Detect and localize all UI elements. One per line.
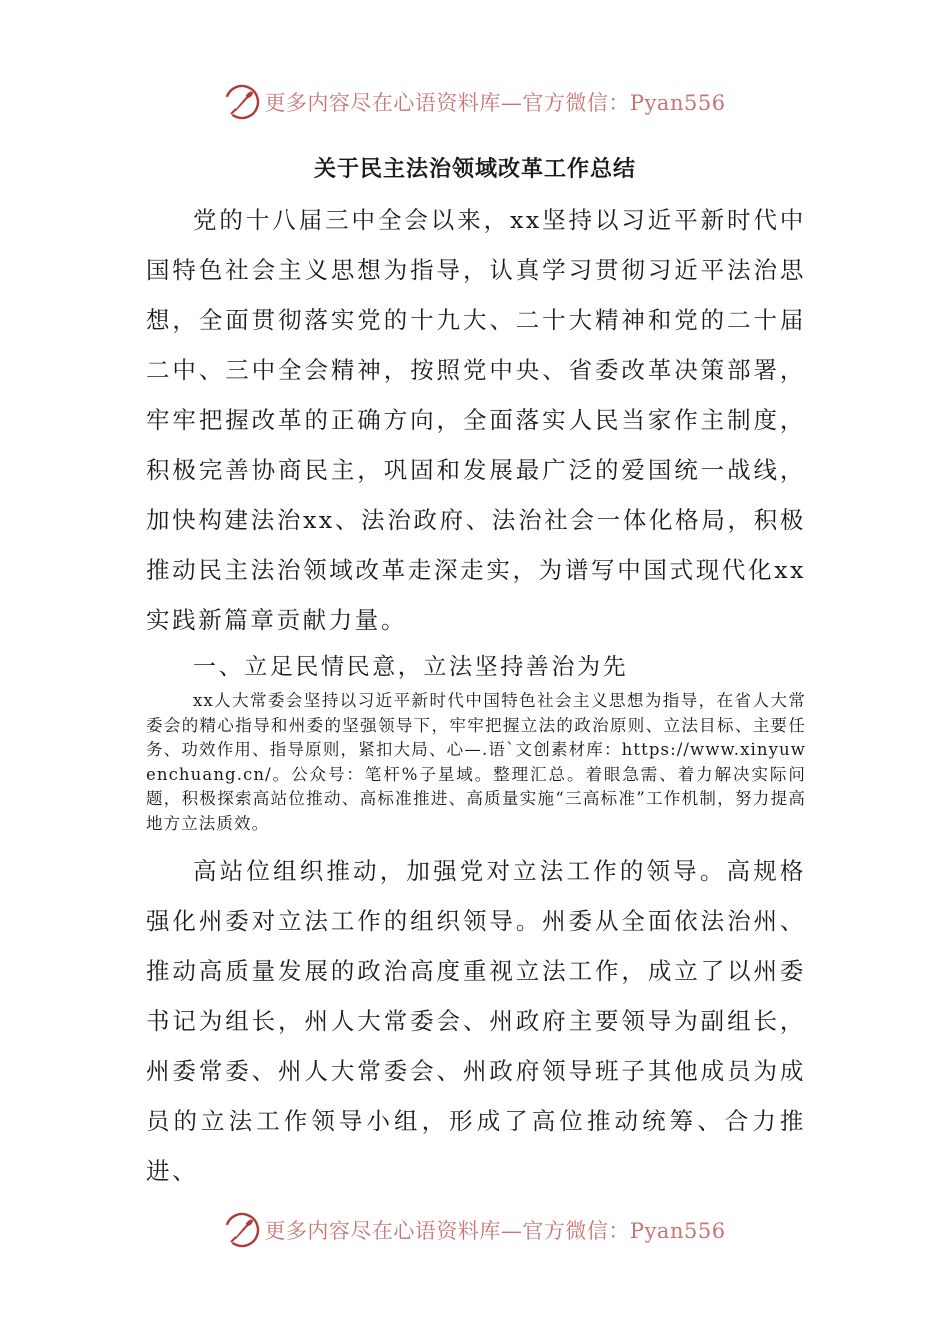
quill-logo-icon bbox=[224, 1212, 260, 1248]
watermark-text: 更多内容尽在心语资料库—官方微信：Pyan556 bbox=[264, 1219, 726, 1243]
document-body bbox=[146, 195, 806, 1196]
section-paragraph: 高站位组织推动，加强党对立法工作的领导。高规格强化州委对立法工作的组织领导。州委从全面依法治州、推动高质量发展的政治高度重视立法工作，成立了以州委书记为组长，州人大常委会、州政府主要领导为副组长，州委常委、州人大常委会、州政府领导班子其他成员为成员的立法工作领导小组，形成了高位推动统筹、合力推进、 bbox=[146, 857, 806, 1185]
intro-paragraph: 党的十八届三中全会以来，xx坚持以习近平新时代中国特色社会主义思想为指导，认真学习贯彻习近平法治思想，全面贯彻落实党的十九大、二十大精神和党的二十届二中、三中全会精神，按照党中央、省委改革决策部署，牢牢把握改革的正确方向，全面落实人民当家作主制度，积极完善协商民主，巩固和发展最广泛的爱国统一战线，加快构建法治xx、法治政府、法治社会一体化格局，积极推动民主法治领域改革走深走实，为谱写中国式现代化xx实践新篇章贡献力量。 bbox=[146, 206, 806, 634]
watermark-banner-bottom bbox=[0, 1210, 950, 1250]
section-heading: 一、立足民情民意，立法坚持善治为先 bbox=[193, 654, 629, 680]
watermark-text: 更多内容尽在心语资料库—官方微信：Pyan556 bbox=[264, 91, 726, 115]
section-summary: xx人大常委会坚持以习近平新时代中国特色社会主义思想为指导，在省人大常委会的精心指导和州委的坚强领导下，牢牢把握立法的政治原则、立法目标、主要任务、功效作用、指导原则，紧扣大局、心—.语`文创素材库：https://www.xinyuwenchuang.cn/。公众号：笔杆%子星域。整理汇总。着眼急需、着力解决实际问题，积极探索高站位推动、高标准推进、高质量实施“三高标准”工作机制，努力提高地方立法质效。 bbox=[146, 691, 806, 833]
quill-logo-icon bbox=[224, 84, 260, 120]
document-title: 关于民主法治领域改革工作总结 bbox=[313, 157, 636, 182]
watermark-banner-top bbox=[0, 82, 950, 122]
